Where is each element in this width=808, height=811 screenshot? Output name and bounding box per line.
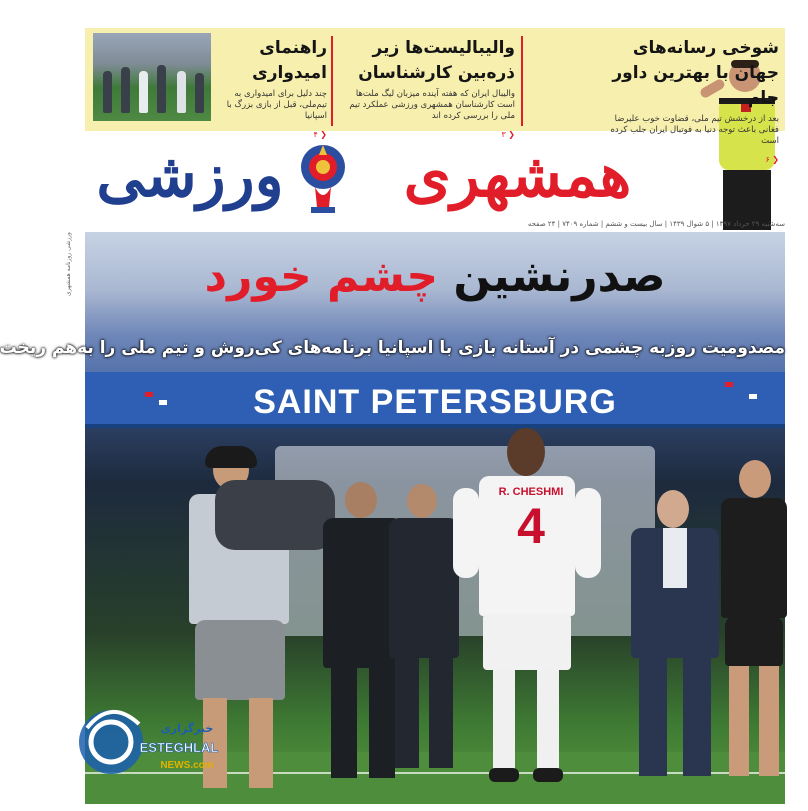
teaser-hope-guide[interactable] <box>85 28 333 139</box>
stadium-banner-text: SAINT PETERSBURG <box>253 383 617 421</box>
confetti <box>159 400 167 405</box>
confetti <box>145 392 153 397</box>
esteghlal-news-watermark <box>75 698 219 780</box>
teaser-referee[interactable] <box>523 28 785 164</box>
page-number: ۶ <box>765 155 770 164</box>
teaser-headline: شوخی رسانه‌های جهان با بهترین داور جام <box>612 38 779 108</box>
watermark-sub: NEWS.com <box>160 760 214 771</box>
spanish-player <box>719 460 789 790</box>
headline-black: صدرنشین <box>453 251 666 302</box>
teaser-divider <box>521 36 523 126</box>
official <box>625 490 725 780</box>
issue-info: سه‌شنبه ۲۹ خرداد ۱۳۹۷ | ۵ شوال ۱۴۳۹ | سال بیست و ششم | شماره ۷۴۰۹ | ۲۴ صفحه <box>527 220 785 228</box>
watermark-name: ESTEGHLAL <box>139 740 219 755</box>
teaser-volleyball[interactable] <box>333 28 523 139</box>
watermark-persian: خبرگزاری <box>160 722 214 735</box>
world-cup-logo-icon <box>293 137 353 217</box>
page-ref-icon: ❮ ۶ <box>765 155 779 164</box>
main-subhead: مصدومیت روزبه چشمی در آستانه بازی با اسپانیا برنامه‌های کی‌روش و تیم ملی را به‌هم ریخت <box>0 338 785 358</box>
teaser-body: والیبال ایران که هفته آینده میزبان لیگ ملت‌ها است کارشناسان همشهری ورزشی عملکرد تیم ملی را بررسی کرده اند <box>349 89 515 121</box>
teaser-body: بعد از درخشش تیم ملی، قضاوت خوب علیرضا فغانی باعث توجه دنیا به فوتبال ایران جلب کرده است <box>610 114 779 146</box>
teaser-divider <box>331 36 333 126</box>
teaser-body: چند دلیل برای امیدواری به تیم‌ملی، قبل از بازی بزرگ با اسپانیا <box>226 89 327 121</box>
page-ref-icon: ❮ ۴ <box>313 130 327 139</box>
confetti <box>749 394 757 399</box>
confetti <box>725 382 733 387</box>
player-cheshmi <box>453 428 603 788</box>
shirt-number: 4 <box>517 498 545 554</box>
page-number: ۴ <box>313 130 318 139</box>
teaser-headline: والیبالیست‌ها زیر ذره‌بین کارشناسان <box>358 38 515 83</box>
teaser-strip <box>85 28 785 164</box>
masthead-name-red: همشهری <box>403 141 632 211</box>
main-headline[interactable] <box>85 248 785 306</box>
masthead-name-blue: ورزشی <box>96 141 284 211</box>
masthead[interactable] <box>85 135 710 217</box>
headline-red: چشم خورد <box>204 251 439 302</box>
shirt-name: R. CHESHMI <box>498 486 564 498</box>
teaser-headline: راهنمای امیدواری <box>252 38 327 83</box>
side-credit: ورزشی روزنامه همشهری <box>65 232 72 296</box>
page-number: ۳ <box>501 130 506 139</box>
training-photo <box>93 33 211 121</box>
page-ref-icon: ❮ ۳ <box>501 130 515 139</box>
